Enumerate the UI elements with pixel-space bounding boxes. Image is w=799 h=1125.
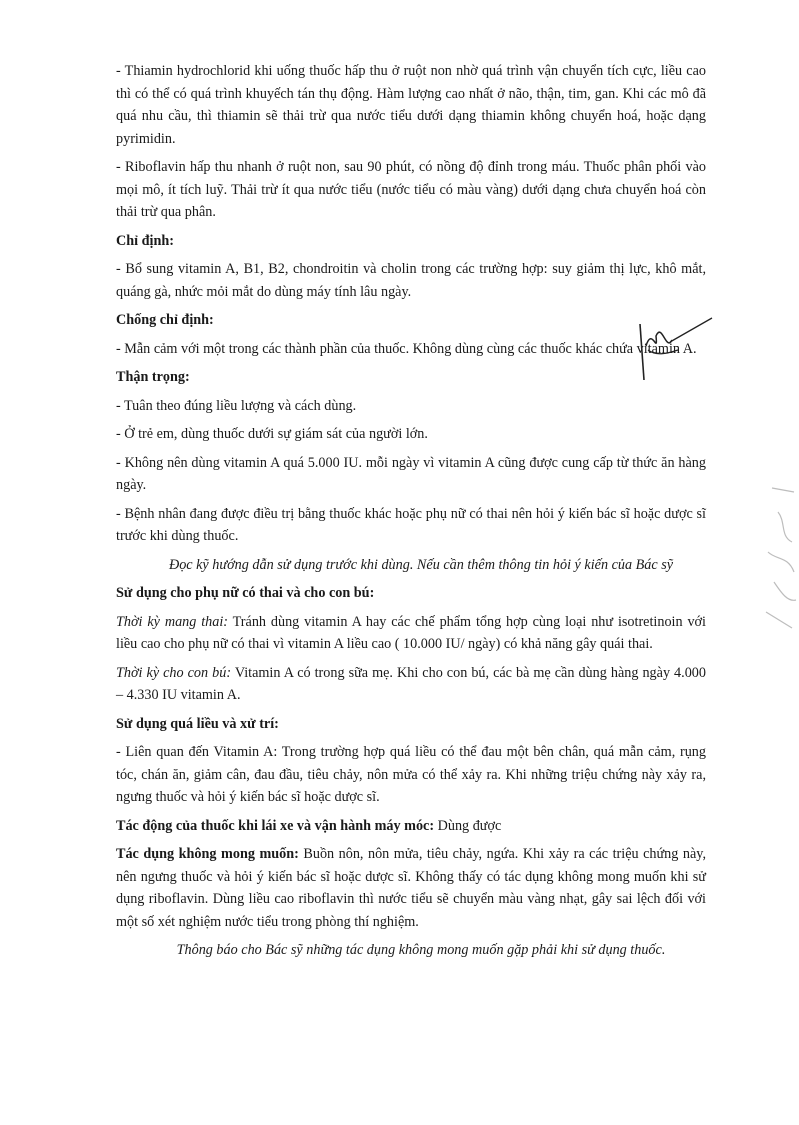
note-report-side-effects: Thông báo cho Bác sỹ những tác dụng không mong muốn gặp phải khi sử dụng thuốc. [176,942,666,958]
heading-than-trong: Thận trọng: [116,369,190,385]
paragraph-thiamin: - Thiamin hydrochlorid khi uống thuốc hấp thu ở ruột non nhờ quá trình vận chuyển tích cực, liều cao thì có thể có quá trình khuyếch tán thụ động. Hàm lượng cao nhất ở não, thận, tim, gan. Khi các mô đã quá nhu cầu, thì thiamin sẽ thải trừ qua nước tiểu dưới dạng thiamin không chuyển hoá, hoặc dạng pyrimidin. [116,63,706,147]
heading-overdose: Sử dụng quá liều và xử trí: [116,715,279,732]
label-side-effects: Tác dụng không mong muốn: [116,846,299,862]
paragraph-chong-chi-dinh: - Mẫn cảm với một trong các thành phần của thuốc. Không dùng cùng các thuốc khác chứa vitamin A. [116,340,697,357]
paragraph-cho-con-bu [116,662,706,707]
label-mang-thai: Thời kỳ mang thai: [116,613,229,630]
text-mang-thai: Tránh dùng vitamin A hay các chế phẩm tổng hợp cùng loại như isotretinoin với liều cao cho phụ nữ có thai vì vitamin A liều cao ( 10.000 IU/ ngày) có khả năng gây quái thai. [116,613,706,652]
paragraph-overdose: - Liên quan đến Vitamin A: Trong trường hợp quá liều có thể đau một bên chân, quá mẫn cảm, rụng tóc, chán ăn, giảm cân, đau đầu, tiêu chảy, nôn mửa có thể xảy ra. Khi những triệu chứng này xảy ra, ngưng thuốc và hỏi ý kiến bác sĩ hoặc dược sĩ. [116,744,706,805]
than-trong-item-4: - Bệnh nhân đang được điều trị bằng thuốc khác hoặc phụ nữ có thai nên hỏi ý kiến bác sĩ hoặc dược sĩ trước khi dùng thuốc. [116,505,706,544]
text-cho-con-bu: Vitamin A có trong sữa mẹ. Khi cho con bú, các bà mẹ cần dùng hàng ngày 4.000 – 4.330 IU vitamin A. [116,664,706,703]
than-trong-item-2: - Ở trẻ em, dùng thuốc dưới sự giám sát của người lớn. [116,426,428,442]
signature-mark [626,316,716,386]
label-driving: Tác động của thuốc khi lái xe và vận hành máy móc: [116,817,435,834]
than-trong-item-1: - Tuân theo đúng liều lượng và cách dùng. [116,397,357,414]
than-trong-item-3: - Không nên dùng vitamin A quá 5.000 IU. mỗi ngày vì vitamin A cũng được cung cấp từ thức ăn hàng ngày. [116,454,706,493]
heading-pregnancy: Sử dụng cho phụ nữ có thai và cho con bú: [116,585,375,601]
paragraph-chi-dinh: - Bổ sung vitamin A, B1, B2, chondroitin và cholin trong các trường hợp: suy giảm thị lực, khô mắt, quáng gà, nhức mỏi mắt do dùng máy tính lâu ngày. [116,261,706,300]
heading-chi-dinh: Chỉ định: [116,232,174,249]
page-edge-stamp-mark [758,482,798,632]
paragraph-mang-thai [116,611,706,656]
label-cho-con-bu: Thời kỳ cho con bú: [116,664,232,681]
note-read-instructions: Đọc kỹ hướng dẫn sử dụng trước khi dùng. Nếu cần thêm thông tin hỏi ý kiến của Bác sỹ [168,556,674,573]
text-side-effects: Buồn nôn, nôn mửa, tiêu chảy, ngứa. Khi xảy ra các triệu chứng này, nên ngưng thuốc và hỏi ý kiến bác sĩ hoặc dược sĩ. Không thấy có tác dụng không mong muốn khi sử dụng riboflavin. Dùng liều cao riboflavin thì nước tiểu sẽ chuyển màu vàng nhạt, gây sai lệch đối với một số xét nghiệm nước tiểu trong phòng thí nghiệm. [116,846,706,930]
heading-chong-chi-dinh: Chống chỉ định: [116,312,214,328]
paragraph-driving [116,815,706,838]
document-body [116,60,706,968]
paragraph-riboflavin: - Riboflavin hấp thu nhanh ở ruột non, sau 90 phút, có nồng độ đỉnh trong máu. Thuốc phân phối vào mọi mô, ít tích luỹ. Thải trừ ít qua nước tiểu (nước tiểu có màu vàng) dưới dạng chưa chuyển hoá còn thải trừ qua phân. [116,159,706,220]
paragraph-side-effects [116,843,706,933]
text-driving: Dùng được [434,817,502,834]
